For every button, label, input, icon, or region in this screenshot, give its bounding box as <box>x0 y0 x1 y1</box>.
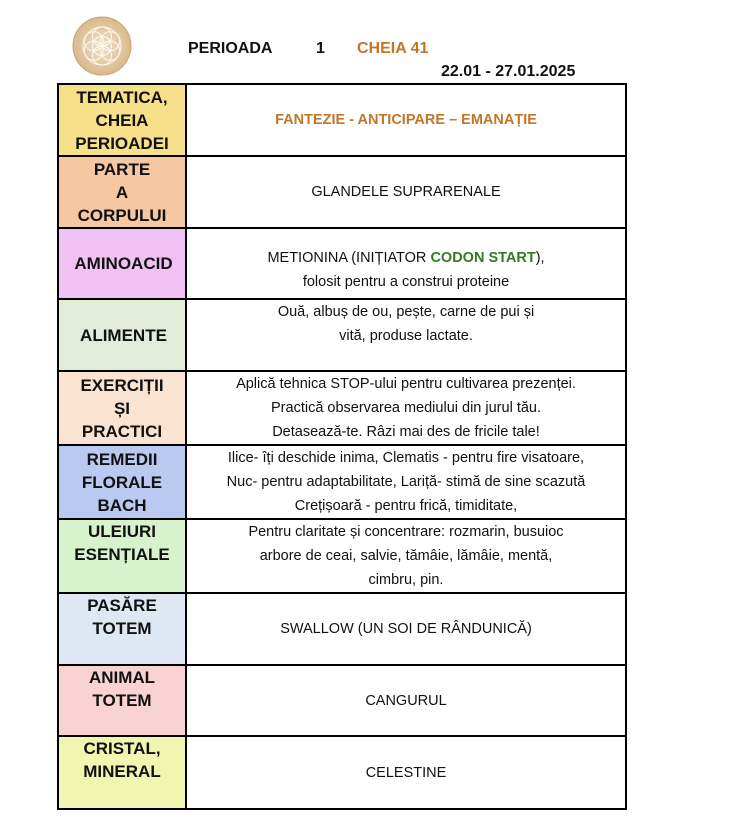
row-label: CRISTAL, MINERAL <box>58 736 186 809</box>
row-label: AMINOACID <box>58 228 186 299</box>
row-value: CELESTINE <box>186 736 626 809</box>
row-value: GLANDELE SUPRARENALE <box>186 156 626 228</box>
row-value: Pentru claritate și concentrare: rozmarin, busuioc arbore de ceai, salvie, tămâie, lămâie, mentă, cimbru, pin. <box>186 519 626 593</box>
key-label: CHEIA 41 <box>357 40 429 57</box>
table-row <box>58 445 626 519</box>
row-label: PARTE A CORPULUI <box>58 156 186 228</box>
table-row <box>58 299 626 371</box>
table-row <box>58 593 626 665</box>
table-row <box>58 228 626 299</box>
table-row <box>58 84 626 156</box>
table-row <box>58 665 626 736</box>
row-value: SWALLOW (UN SOI DE RÂNDUNICĂ) <box>186 593 626 665</box>
row-label: PASĂRE TOTEM <box>58 593 186 665</box>
period-number: 1 <box>316 40 325 57</box>
row-value: CANGURUL <box>186 665 626 736</box>
row-value: Aplică tehnica STOP-ului pentru cultivarea prezenței. Practică observarea mediului din jurul tău. Detasează-te. Râzi mai des de fricile tale! <box>186 371 626 445</box>
row-label: ULEIURI ESENȚIALE <box>58 519 186 593</box>
row-label: ALIMENTE <box>58 299 186 371</box>
table-row <box>58 519 626 593</box>
row-label: ANIMAL TOTEM <box>58 665 186 736</box>
row-value <box>186 84 626 156</box>
row-value: Ouă, albuș de ou, pește, carne de pui și vită, produse lactate. <box>186 299 626 371</box>
row-value: Ilice- îți deschide inima, Clematis - pentru fire visatoare, Nuc- pentru adaptabilitate, Lariță- stimă de sine scazută Crețișoară - pentru frică, timiditate, <box>186 445 626 519</box>
flower-of-life-logo <box>68 15 136 77</box>
row-label: EXERCIȚII ȘI PRACTICI <box>58 371 186 445</box>
row-label: REMEDII FLORALE BACH <box>58 445 186 519</box>
table-row <box>58 371 626 445</box>
period-label: PERIOADA <box>188 40 273 57</box>
table-row <box>58 156 626 228</box>
period-dates: 22.01 - 27.01.2025 <box>441 63 576 80</box>
row-label: TEMATICA, CHEIA PERIOADEI <box>58 84 186 156</box>
row-value: METIONINA (INIȚIATOR CODON START), folosit pentru a construi proteine <box>186 228 626 299</box>
period-table <box>57 83 627 810</box>
table-row <box>58 736 626 809</box>
codon-start-highlight: CODON START <box>430 249 536 266</box>
theme-text: FANTEZIE - ANTICIPARE – EMANAȚIE <box>275 112 537 128</box>
